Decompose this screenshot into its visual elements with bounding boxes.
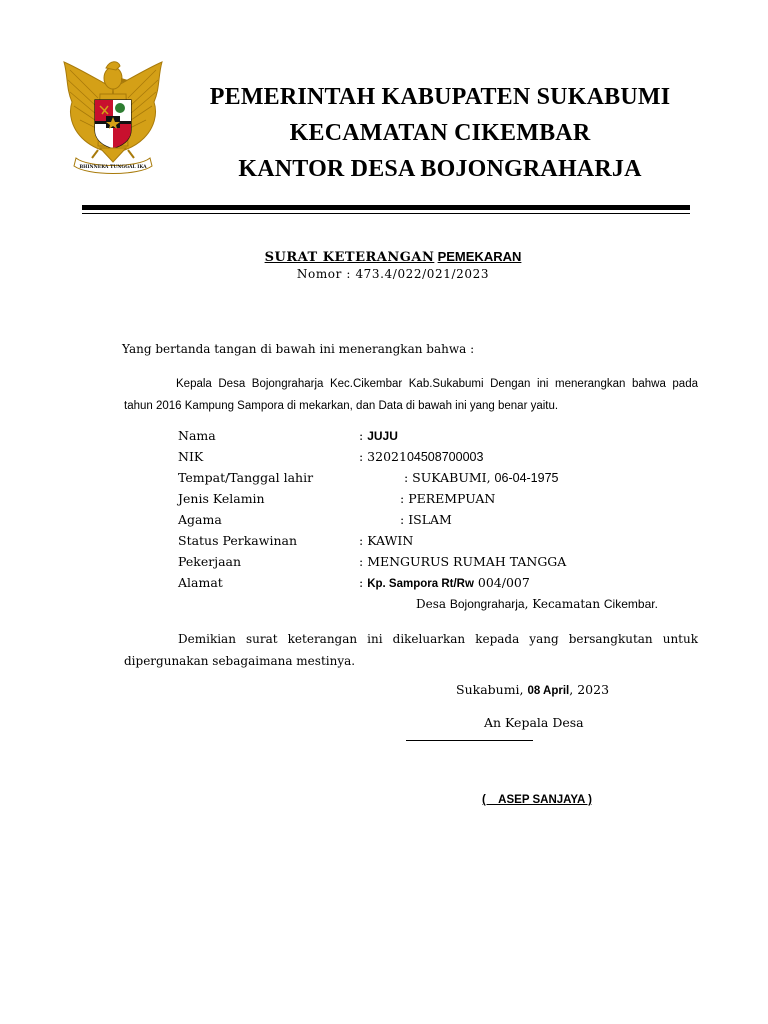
field-label-marital-status: Status Perkawinan bbox=[178, 533, 298, 548]
statement-paragraph: Kepala Desa Bojongraharja Kec.Cikembar Kab.Sukabumi Dengan ini menerangkan bahwa pada tahun 2016 Kampung Sampora di mekarkan, dan Data di bawah ini yang benar yaitu. bbox=[124, 378, 698, 412]
field-separator: : SUKABUMI, bbox=[404, 470, 495, 485]
address-district-name: Cikembar bbox=[603, 597, 655, 611]
date-text: 08 April bbox=[527, 685, 570, 697]
opening-statement: Yang bertanda tangan di bawah ini menerangkan bahwa : bbox=[122, 342, 475, 356]
address-village-name: Bojongraharja bbox=[449, 597, 525, 611]
document-title bbox=[0, 249, 768, 265]
field-value-text: MENGURUS RUMAH TANGGA bbox=[367, 554, 567, 569]
field-separator: : 32021 bbox=[359, 449, 407, 464]
letterhead-rule-thick bbox=[82, 205, 690, 210]
closing-paragraph: Demikian surat keterangan ini dikeluarkan kepada yang bersangkutan untuk dipergunakan sebagaimana mestinya. bbox=[124, 632, 698, 668]
field-separator: : bbox=[400, 491, 409, 506]
emblem-motto-text: BHINNEKA TUNGGAL IKA bbox=[79, 165, 147, 170]
field-value-text: KAWIN bbox=[367, 533, 414, 548]
field-label-gender: Jenis Kelamin bbox=[178, 491, 265, 506]
field-value-text: JUJU bbox=[367, 429, 398, 443]
field-value-marital-status bbox=[359, 533, 413, 549]
field-label-name: Nama bbox=[178, 428, 216, 443]
field-value-text-rtrw: 004/007 bbox=[473, 575, 530, 590]
field-value-nik bbox=[359, 449, 483, 465]
field-value-text: 04508700003 bbox=[406, 450, 484, 464]
garuda-pancasila-emblem bbox=[58, 58, 168, 178]
address-text: . bbox=[654, 597, 658, 611]
field-label-birth: Tempat/Tanggal lahir bbox=[178, 470, 314, 485]
place-and-date bbox=[456, 682, 609, 698]
signatory-name: ( ASEP SANJAYA ) bbox=[482, 794, 592, 806]
field-value-text: 06-04-1975 bbox=[494, 471, 559, 485]
field-separator: : bbox=[359, 575, 368, 590]
letterhead-line-regency: PEMERINTAH KABUPATEN SUKABUMI bbox=[209, 84, 671, 110]
field-label-religion: Agama bbox=[178, 512, 222, 527]
field-value-address bbox=[359, 575, 530, 591]
field-separator: : bbox=[359, 533, 368, 548]
address-line-village bbox=[416, 597, 658, 612]
field-label-address: Alamat bbox=[178, 575, 223, 590]
field-value-gender bbox=[400, 491, 495, 507]
document-title-sub: PEMEKARAN bbox=[437, 249, 522, 264]
letterhead-line-village-office: KANTOR DESA BOJONGRAHARJA bbox=[238, 156, 642, 182]
letterhead-line-district: KECAMATAN CIKEMBAR bbox=[289, 120, 591, 146]
field-value-text: PEREMPUAN bbox=[408, 491, 496, 506]
address-text: Desa bbox=[416, 597, 450, 611]
field-label-nik: NIK bbox=[178, 449, 204, 464]
field-value-occupation bbox=[359, 554, 566, 570]
field-value-name bbox=[359, 428, 398, 444]
field-value-text: ISLAM bbox=[408, 512, 452, 527]
letterhead-rule-thin bbox=[82, 213, 690, 214]
field-separator: : bbox=[359, 428, 368, 443]
signatory-title: An Kepala Desa bbox=[484, 715, 584, 730]
field-value-birth bbox=[404, 470, 559, 486]
document-title-main: SURAT KETERANGAN bbox=[264, 250, 435, 265]
signature-line bbox=[406, 740, 533, 741]
document-number: Nomor : 473.4/022/021/2023 bbox=[296, 267, 490, 281]
field-value-text: Kp. Sampora Rt/Rw bbox=[367, 578, 474, 590]
field-separator: : bbox=[359, 554, 368, 569]
field-label-occupation: Pekerjaan bbox=[178, 554, 242, 569]
year-text: , 2023 bbox=[569, 682, 610, 697]
place-text: Sukabumi, bbox=[456, 682, 528, 697]
field-value-religion bbox=[400, 512, 452, 528]
address-text: , Kecamatan bbox=[524, 597, 604, 611]
field-separator: : bbox=[400, 512, 409, 527]
